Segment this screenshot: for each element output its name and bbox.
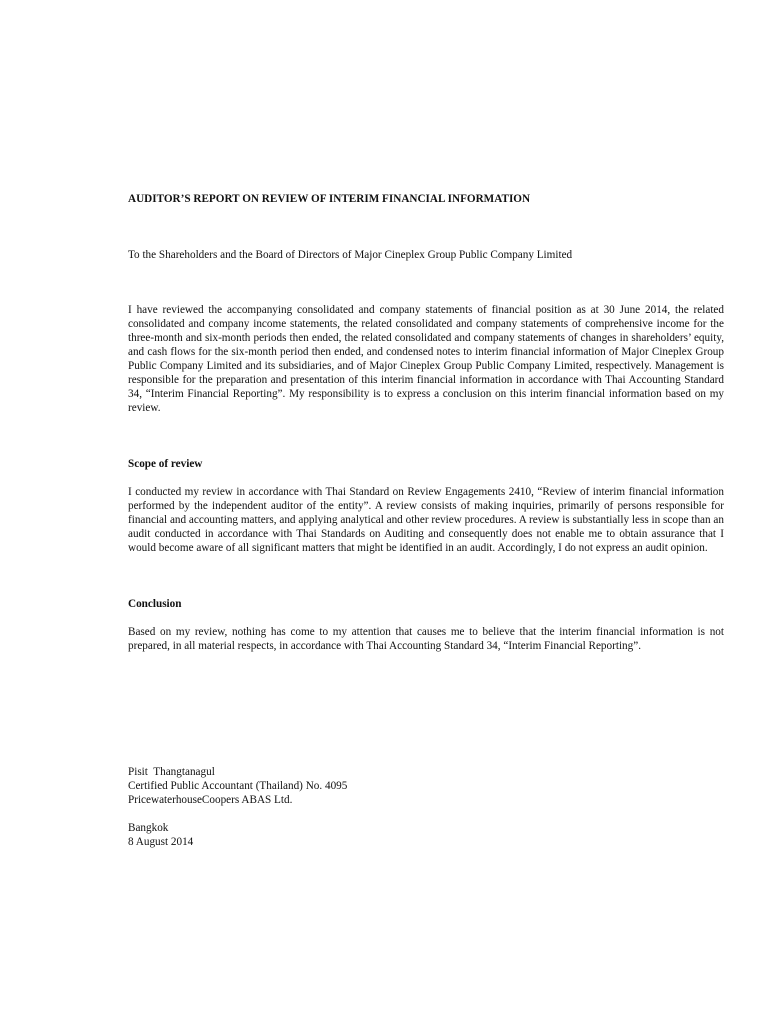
report-title: AUDITOR’S REPORT ON REVIEW OF INTERIM FINANCIAL INFORMATION bbox=[128, 193, 531, 205]
report-date: 8 August 2014 bbox=[128, 836, 194, 848]
signatory-firm: PricewaterhouseCoopers ABAS Ltd. bbox=[128, 794, 293, 806]
intro-paragraph: I have reviewed the accompanying consolidated and company statements of financial position as at 30 June 2014, the related consolidated and company income statements, the related consolidated and company statements of comprehensive income for the three-month and six-month periods then ended, the related consolidated and company statements of changes in shareholders’ equity, and cash flows for the six-month period then ended, and condensed notes to interim financial information of Major Cineplex Group Public Company Limited and its subsidiaries, and of Major Cineplex Group Public Company Limited, respectively. Management is responsible for the preparation and presentation of this interim financial information in accordance with Thai Accounting Standard 34, “Interim Financial Reporting”. My responsibility is to express a conclusion on this interim financial information based on my review. bbox=[128, 304, 724, 414]
signature-block bbox=[128, 765, 724, 807]
signatory-title: Certified Public Accountant (Thailand) No. 4095 bbox=[128, 780, 348, 792]
place-date-block bbox=[128, 821, 724, 849]
signatory-name: Pisit Thangtanagul bbox=[128, 766, 215, 778]
conclusion-heading: Conclusion bbox=[128, 598, 182, 610]
report-place: Bangkok bbox=[128, 822, 169, 834]
scope-heading: Scope of review bbox=[128, 458, 203, 470]
conclusion-paragraph: Based on my review, nothing has come to my attention that causes me to believe that the interim financial information is not prepared, in all material respects, in accordance with Thai Accounting Standard 34, “Interim Financial Reporting”. bbox=[128, 626, 724, 652]
scope-paragraph: I conducted my review in accordance with Thai Standard on Review Engagements 2410, “Review of interim financial information performed by the independent auditor of the entity”. A review consists of making inquiries, primarily of persons responsible for financial and accounting matters, and applying analytical and other review procedures. A review is substantially less in scope than an audit conducted in accordance with Thai Standards on Auditing and consequently does not enable me to obtain assurance that I would become aware of all significant matters that might be identified in an audit. Accordingly, I do not express an audit opinion. bbox=[128, 486, 724, 554]
addressee-line: To the Shareholders and the Board of Directors of Major Cineplex Group Public Company Limited bbox=[128, 249, 573, 261]
